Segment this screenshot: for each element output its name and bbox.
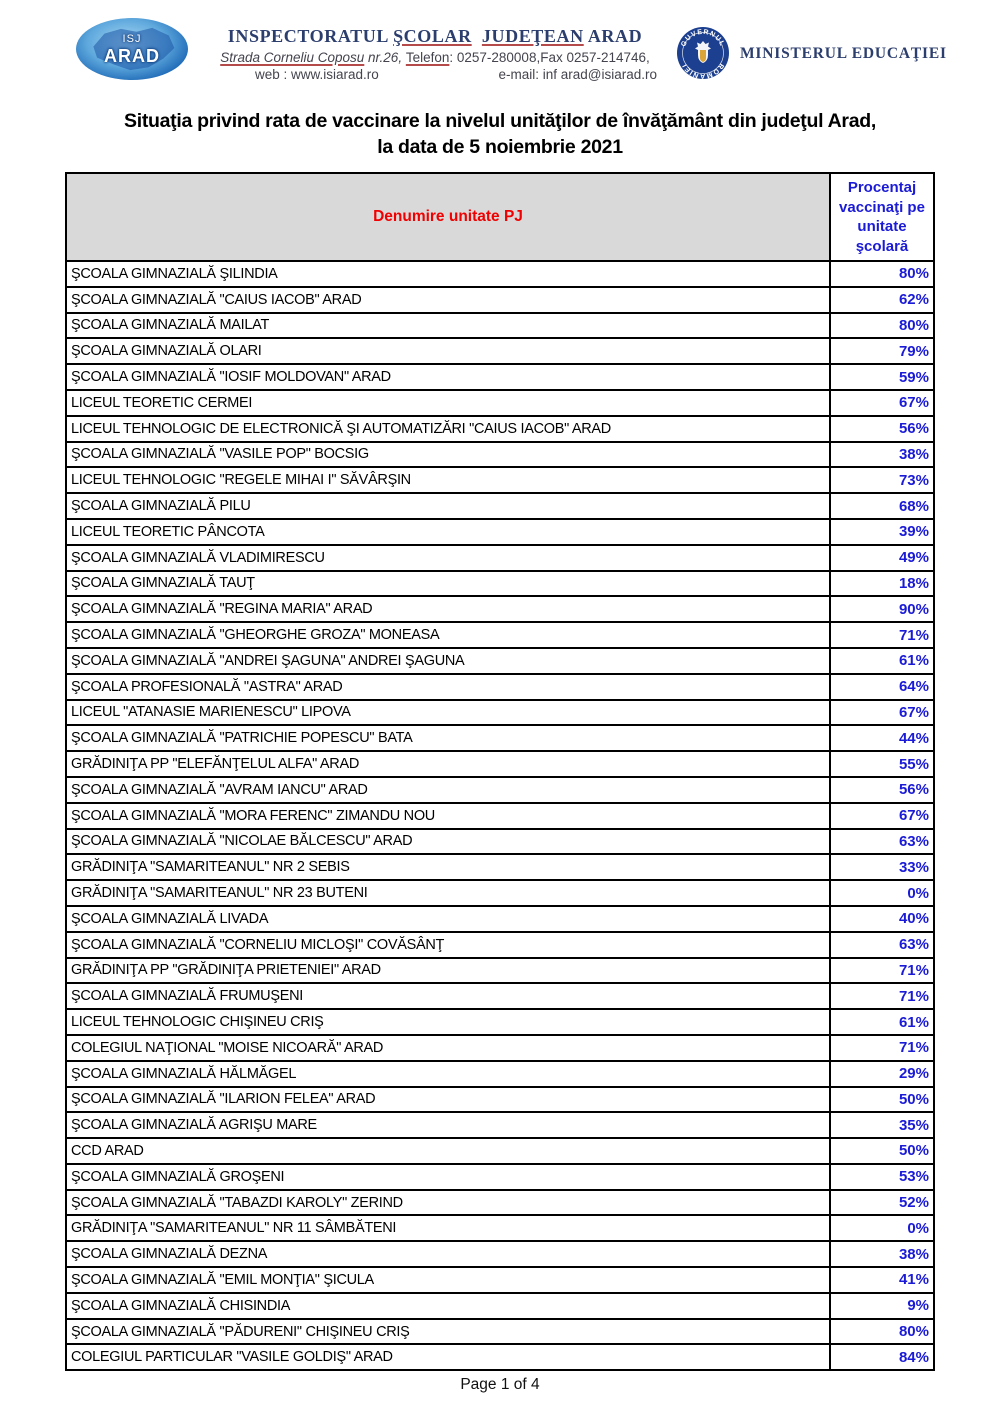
unit-name-cell: ŞCOALA GIMNAZIALĂ PILU bbox=[71, 498, 251, 515]
table-row bbox=[67, 570, 933, 596]
vaccination-rate-cell: 80% bbox=[829, 314, 933, 338]
institution-part3: JUDEŢEAN bbox=[481, 26, 584, 46]
table-row bbox=[67, 828, 933, 854]
column-header-unit-name: Denumire unitate PJ bbox=[67, 174, 829, 260]
table-row bbox=[67, 1292, 933, 1318]
table-row bbox=[67, 1343, 933, 1369]
table-row bbox=[67, 544, 933, 570]
vaccination-rate-cell: 56% bbox=[829, 417, 933, 441]
unit-name-cell: ŞCOALA GIMNAZIALĂ "NICOLAE BĂLCESCU" ARAD bbox=[71, 833, 413, 850]
institution-part4: ARAD bbox=[587, 26, 643, 46]
vaccination-rate-cell: 62% bbox=[829, 288, 933, 312]
vaccination-rate-cell: 61% bbox=[829, 1010, 933, 1034]
unit-name-cell: ŞCOALA GIMNAZIALĂ CHISINDIA bbox=[71, 1297, 291, 1314]
unit-name-cell: ŞCOALA GIMNAZIALĂ "PĂDURENI" CHIŞINEU CRIŞ bbox=[71, 1323, 410, 1340]
unit-name-cell: ŞCOALA GIMNAZIALĂ TAUŢ bbox=[71, 575, 255, 592]
institution-part2: ŞCOLAR bbox=[393, 26, 472, 46]
vaccination-rate-cell: 63% bbox=[829, 830, 933, 854]
unit-name-cell: ŞCOALA GIMNAZIALĂ "PATRICHIE POPESCU" BATA bbox=[71, 730, 413, 747]
unit-name-cell: ŞCOALA GIMNAZIALĂ "VASILE POP" BOCSIG bbox=[71, 446, 369, 463]
unit-name-cell: ŞCOALA GIMNAZIALĂ LIVADA bbox=[71, 910, 269, 927]
vaccination-rate-cell: 67% bbox=[829, 391, 933, 415]
telefon-label: Telefon bbox=[405, 50, 450, 65]
vaccination-rate-cell: 55% bbox=[829, 752, 933, 776]
vaccination-table bbox=[65, 172, 935, 1371]
svg-text:ROMÂNIEI: ROMÂNIEI bbox=[681, 61, 725, 80]
phone-fax-numbers: : 0257-280008,Fax 0257-214746, bbox=[449, 50, 650, 65]
table-row bbox=[67, 415, 933, 441]
table-row bbox=[67, 1086, 933, 1112]
table-row bbox=[67, 312, 933, 338]
vaccination-rate-cell: 67% bbox=[829, 804, 933, 828]
letterhead bbox=[0, 0, 1000, 95]
unit-name-cell: ŞCOALA GIMNAZIALĂ OLARI bbox=[71, 343, 262, 360]
vaccination-rate-cell: 71% bbox=[829, 984, 933, 1008]
gov-emblem-svg bbox=[676, 26, 730, 80]
unit-name-cell: GRĂDINIŢA "SAMARITEANUL" NR 11 SÂMBĂTENI bbox=[71, 1220, 397, 1237]
table-body bbox=[67, 260, 933, 1369]
table-row bbox=[67, 1111, 933, 1137]
vaccination-rate-cell: 33% bbox=[829, 855, 933, 879]
unit-name-cell: LICEUL TEHNOLOGIC "REGELE MIHAI I" SĂVÂRŞIN bbox=[71, 472, 411, 489]
unit-name-cell: ŞCOALA GIMNAZIALĂ DEZNA bbox=[71, 1246, 268, 1263]
email-text: e-mail: inf arad@isiarad.ro bbox=[498, 67, 657, 82]
unit-name-cell: ŞCOALA GIMNAZIALĂ GROŞENI bbox=[71, 1168, 285, 1185]
vaccination-rate-cell: 71% bbox=[829, 623, 933, 647]
table-row bbox=[67, 441, 933, 467]
table-row bbox=[67, 466, 933, 492]
vaccination-rate-cell: 49% bbox=[829, 546, 933, 570]
svg-text:GUVERNUL: GUVERNUL bbox=[680, 28, 726, 48]
vaccination-rate-cell: 71% bbox=[829, 959, 933, 983]
vaccination-rate-cell: 63% bbox=[829, 933, 933, 957]
vaccination-rate-cell: 39% bbox=[829, 520, 933, 544]
vaccination-rate-cell: 90% bbox=[829, 597, 933, 621]
table-row bbox=[67, 1008, 933, 1034]
table-row bbox=[67, 957, 933, 983]
title-line2: la data de 5 noiembrie 2021 bbox=[377, 136, 623, 159]
unit-name-cell: COLEGIUL NAŢIONAL "MOISE NICOARĂ" ARAD bbox=[71, 1039, 384, 1056]
institution-part1: INSPECTORATUL bbox=[227, 26, 388, 46]
table-row bbox=[67, 931, 933, 957]
vaccination-rate-cell: 52% bbox=[829, 1191, 933, 1215]
unit-name-cell: ŞCOALA GIMNAZIALĂ VLADIMIRESCU bbox=[71, 549, 325, 566]
page-number: Page 1 of 4 bbox=[460, 1376, 540, 1393]
table-row bbox=[67, 1240, 933, 1266]
institution-name bbox=[195, 26, 675, 47]
table-row bbox=[67, 492, 933, 518]
table-header-row bbox=[67, 174, 933, 260]
unit-name-cell: ŞCOALA GIMNAZIALĂ "REGINA MARIA" ARAD bbox=[71, 601, 373, 618]
table-row bbox=[67, 982, 933, 1008]
website-text: web : www.isiarad.ro bbox=[255, 67, 379, 82]
ministry-label: MINISTERUL EDUCAŢIEI bbox=[740, 45, 947, 62]
table-row bbox=[67, 776, 933, 802]
vaccination-rate-cell: 35% bbox=[829, 1113, 933, 1137]
table-row bbox=[67, 802, 933, 828]
table-row bbox=[67, 647, 933, 673]
letterhead-text-block bbox=[195, 26, 675, 82]
title-line1: Situaţia privind rata de vaccinare la nivelul unităţilor de învăţământ din judeţul Arad, bbox=[124, 110, 876, 132]
table-row bbox=[67, 363, 933, 389]
unit-name-cell: GRĂDINIŢA PP "GRĂDINIŢA PRIETENIEI" ARAD bbox=[71, 962, 381, 979]
street-text: Strada Corneliu Coposu bbox=[220, 50, 365, 65]
table-row bbox=[67, 1266, 933, 1292]
vaccination-rate-cell: 0% bbox=[829, 881, 933, 905]
vaccination-rate-cell: 9% bbox=[829, 1294, 933, 1318]
unit-name-cell: COLEGIUL PARTICULAR "VASILE GOLDIŞ" ARAD bbox=[71, 1349, 393, 1366]
street-number: nr.26, bbox=[364, 50, 406, 65]
unit-name-cell: ŞCOALA GIMNAZIALĂ "CORNELIU MICLOŞI" COVĂSÂNŢ bbox=[71, 936, 445, 953]
vaccination-rate-cell: 67% bbox=[829, 701, 933, 725]
unit-name-cell: CCD ARAD bbox=[71, 1142, 144, 1159]
vaccination-rate-cell: 71% bbox=[829, 1036, 933, 1060]
vaccination-rate-cell: 50% bbox=[829, 1139, 933, 1163]
unit-name-cell: ŞCOALA GIMNAZIALĂ FRUMUŞENI bbox=[71, 988, 303, 1005]
unit-name-cell: ŞCOALA GIMNAZIALĂ "MORA FERENC" ZIMANDU NOU bbox=[71, 807, 435, 824]
isj-logo-top-text: ISJ bbox=[122, 32, 142, 45]
vaccination-rate-cell: 44% bbox=[829, 726, 933, 750]
vaccination-rate-cell: 38% bbox=[829, 443, 933, 467]
table-row bbox=[67, 1189, 933, 1215]
unit-name-cell: ŞCOALA PROFESIONALĂ "ASTRA" ARAD bbox=[71, 678, 343, 695]
government-of-romania-emblem bbox=[676, 26, 730, 80]
table-row bbox=[67, 1214, 933, 1240]
vaccination-rate-cell: 0% bbox=[829, 1216, 933, 1240]
unit-name-cell: ŞCOALA GIMNAZIALĂ "ILARION FELEA" ARAD bbox=[71, 1091, 376, 1108]
unit-name-cell: ŞCOALA GIMNAZIALĂ "TABAZDI KAROLY" ZERIND bbox=[71, 1194, 403, 1211]
vaccination-rate-cell: 38% bbox=[829, 1242, 933, 1266]
vaccination-rate-cell: 56% bbox=[829, 778, 933, 802]
isj-logo-bottom-text: ARAD bbox=[104, 45, 160, 66]
table-row bbox=[67, 1318, 933, 1344]
unit-name-cell: ŞCOALA GIMNAZIALĂ "EMIL MONŢIA" ŞICULA bbox=[71, 1271, 374, 1288]
unit-name-cell: GRĂDINIŢA "SAMARITEANUL" NR 2 SEBIS bbox=[71, 859, 350, 876]
table-row bbox=[67, 621, 933, 647]
unit-name-cell: GRĂDINIŢA PP "ELEFĂNŢELUL ALFA" ARAD bbox=[71, 756, 359, 773]
table-row bbox=[67, 724, 933, 750]
table-row bbox=[67, 1137, 933, 1163]
table-row bbox=[67, 673, 933, 699]
unit-name-cell: GRĂDINIŢA "SAMARITEANUL" NR 23 BUTENI bbox=[71, 885, 368, 902]
vaccination-rate-cell: 50% bbox=[829, 1088, 933, 1112]
table-row bbox=[67, 905, 933, 931]
vaccination-rate-cell: 84% bbox=[829, 1345, 933, 1369]
table-row bbox=[67, 389, 933, 415]
table-row bbox=[67, 260, 933, 286]
vaccination-rate-cell: 80% bbox=[829, 1320, 933, 1344]
unit-name-cell: ŞCOALA GIMNAZIALĂ "GHEORGHE GROZA" MONEASA bbox=[71, 627, 440, 644]
table-row bbox=[67, 286, 933, 312]
vaccination-rate-cell: 29% bbox=[829, 1062, 933, 1086]
vaccination-rate-cell: 40% bbox=[829, 907, 933, 931]
isj-logo-text bbox=[104, 34, 160, 65]
contact-line bbox=[195, 67, 675, 82]
vaccination-rate-cell: 59% bbox=[829, 365, 933, 389]
address-line bbox=[195, 50, 675, 65]
unit-name-cell: LICEUL "ATANASIE MARIENESCU" LIPOVA bbox=[71, 704, 351, 721]
document-title bbox=[0, 108, 1000, 161]
isj-arad-logo bbox=[76, 18, 188, 80]
column-header-percentage: Procentaj vaccinaţi pe unitate şcolară bbox=[829, 174, 933, 260]
table-row bbox=[67, 1034, 933, 1060]
table-row bbox=[67, 853, 933, 879]
unit-name-cell: ŞCOALA GIMNAZIALĂ ŞILINDIA bbox=[71, 265, 278, 282]
vaccination-rate-cell: 80% bbox=[829, 262, 933, 286]
table-row bbox=[67, 879, 933, 905]
table-row bbox=[67, 699, 933, 725]
table-row bbox=[67, 518, 933, 544]
vaccination-rate-cell: 18% bbox=[829, 572, 933, 596]
vaccination-rate-cell: 41% bbox=[829, 1268, 933, 1292]
unit-name-cell: LICEUL TEHNOLOGIC CHIŞINEU CRIŞ bbox=[71, 1014, 324, 1030]
unit-name-cell: ŞCOALA GIMNAZIALĂ "ANDREI ŞAGUNA" ANDREI ŞAGUNA bbox=[71, 652, 465, 669]
unit-name-cell: ŞCOALA GIMNAZIALĂ MAILAT bbox=[71, 317, 270, 334]
unit-name-cell: ŞCOALA GIMNAZIALĂ HĂLMĂGEL bbox=[71, 1065, 297, 1082]
table-row bbox=[67, 595, 933, 621]
table-row bbox=[67, 1163, 933, 1189]
vaccination-rate-cell: 68% bbox=[829, 494, 933, 518]
unit-name-cell: ŞCOALA GIMNAZIALĂ "CAIUS IACOB" ARAD bbox=[71, 291, 362, 308]
vaccination-rate-cell: 73% bbox=[829, 468, 933, 492]
unit-name-cell: ŞCOALA GIMNAZIALĂ AGRIŞU MARE bbox=[71, 1117, 317, 1134]
table-row bbox=[67, 337, 933, 363]
vaccination-rate-cell: 61% bbox=[829, 649, 933, 673]
table-row bbox=[67, 750, 933, 776]
unit-name-cell: LICEUL TEORETIC PÂNCOTA bbox=[71, 523, 265, 540]
unit-name-cell: LICEUL TEORETIC CERMEI bbox=[71, 394, 253, 411]
vaccination-rate-cell: 53% bbox=[829, 1165, 933, 1189]
unit-name-cell: ŞCOALA GIMNAZIALĂ "IOSIF MOLDOVAN" ARAD bbox=[71, 369, 391, 386]
unit-name-cell: ŞCOALA GIMNAZIALĂ "AVRAM IANCU" ARAD bbox=[71, 781, 368, 798]
unit-name-cell: LICEUL TEHNOLOGIC DE ELECTRONICĂ ŞI AUTOMATIZĂRI "CAIUS IACOB" ARAD bbox=[71, 420, 611, 437]
table-row bbox=[67, 1060, 933, 1086]
vaccination-rate-cell: 64% bbox=[829, 675, 933, 699]
vaccination-rate-cell: 79% bbox=[829, 339, 933, 363]
